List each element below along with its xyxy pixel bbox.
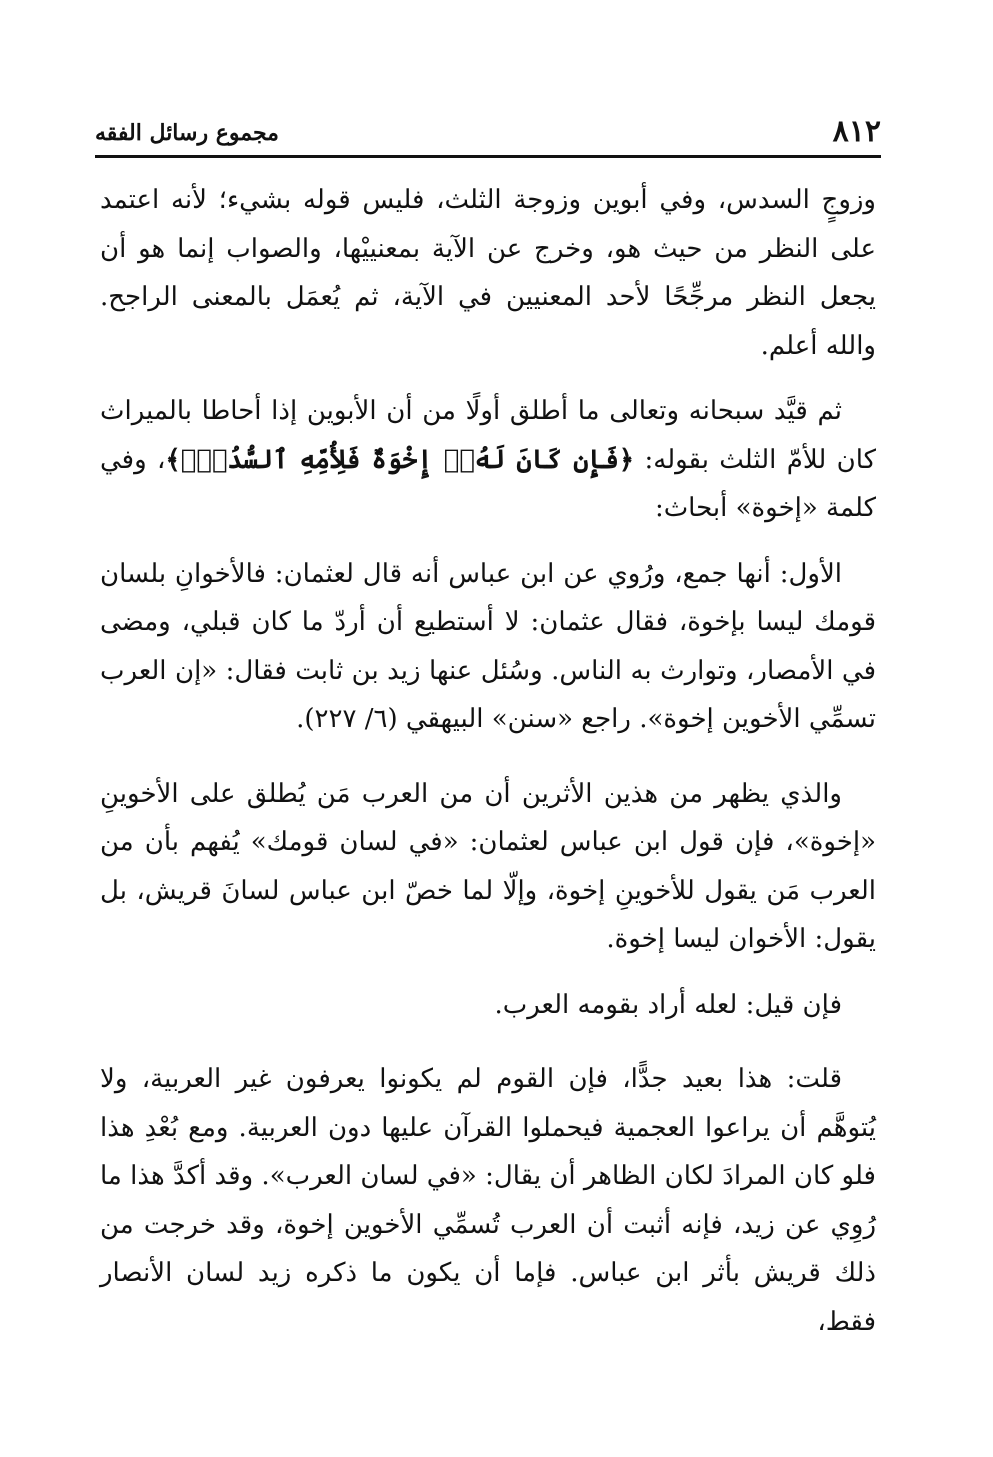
page-number: ٨١٢: [832, 114, 881, 149]
paragraph-2-tail: ، وفي كلمة «إخوة» أبحاث:: [100, 444, 876, 523]
paragraph-2-lead: ثم قيَّد سبحانه وتعالى ما أطلق أولًا من أن الأبوين إذا أحاطا بالميراث كان للأمّ الثلث بقوله:: [100, 396, 877, 475]
body-text: [100, 176, 876, 1363]
paragraph-4: والذي يظهر من هذين الأثرين أن من العرب مَن يُطلق على الأخوينِ «إخوة»، فإن قول ابن عباس لعثمان: «في لسان قومك» يُفهم بأن من العرب مَن يقول للأخوينِ إخوة، وإلّا لما خصّ ابن عباس لسانَ قريش، بل يقول: الأخوان ليسا إخوة.: [100, 778, 876, 954]
paragraph-6: قلت: هذا بعيد جدًّا، فإن القوم لم يكونوا يعرفون غير العربية، ولا يُتوهَّم أن يراعوا العجمية فيحملوا القرآن عليها دون العربية. ومع بُعْدِ هذا فلو كان المرادَ لكان الظاهر أن يقال: «في لسان العرب». وقد أكدَّ هذا ما رُوِي عن زيد، فإنه أثبت أن العرب تُسمِّي الأخوين إخوة، وقد خرجت من ذلك قريش بأثر ابن عباس. فإما أن يكون ما ذكره زيد لسان الأنصار فقط،: [100, 1064, 876, 1337]
paragraph-2: [100, 387, 876, 533]
page-header: [95, 112, 881, 158]
quran-verse: ﴿فَإِن كَانَ لَهُۥٓ إِخْوَةٌ فَلِأُمِّهِ ٱلسُّدُسُۚ﴾: [165, 444, 635, 475]
paragraph-3: الأول: أنها جمع، ورُوي عن ابن عباس أنه قال لعثمان: فالأخوانِ بلسان قومك ليسا بإخوة، فقال عثمان: لا أستطيع أن أردّ ما كان قبلي، ومضى في الأمصار، وتوارث به الناس. وسُئل عنها زيد بن ثابت فقال: «إن العرب تسمِّي الأخوين إخوة». راجع «سنن» البيهقي (٦/ ٢٢٧).: [100, 558, 876, 734]
paragraph-1: وزوجٍ السدس، وفي أبوين وزوجة الثلث، فليس قوله بشيء؛ لأنه اعتمد على النظر من حيث هو، وخرج عن الآية بمعنييْها، والصواب إنما هو أن يجعل النظر مرجِّحًا لأحد المعنيين في الآية، ثم يُعمَل بالمعنى الراجح. والله أعلم.: [100, 185, 876, 361]
header-rule: [95, 155, 881, 158]
paragraph-5: فإن قيل: لعله أراد بقومه العرب.: [494, 989, 842, 1020]
running-title: مجموع رسائل الفقه: [95, 120, 279, 146]
